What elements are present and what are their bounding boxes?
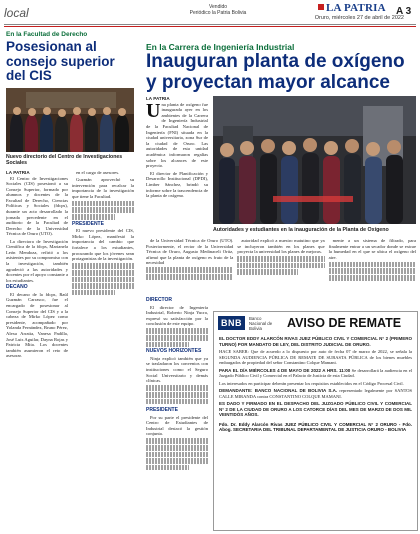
text-line — [72, 207, 134, 213]
text-line — [146, 335, 208, 341]
text-line — [146, 465, 189, 471]
bnb-logo: BNB — [218, 316, 245, 330]
main-col-lower-1 — [146, 296, 208, 406]
aviso-p2-bold: PARA EL DÍA MIÉRCOLES 4 DE MAYO DE 2022 A HRS. 11:00 — [219, 367, 351, 373]
text-line — [72, 277, 134, 283]
left-byline: LA PATRIA — [6, 169, 30, 175]
text-line — [72, 283, 134, 289]
text-line — [72, 290, 115, 296]
aviso-p1-bold: EL DOCTOR EDDY ALARCÓN RIVAS JUEZ PÚBLICO CIVIL Y COMERCIAL N° 2 (PRIMERO TURNO) POR MANDATO DE LEY, DEL DISTRITO JUDICIAL DE ORURO. — [219, 336, 412, 347]
left-para-1: El Centro de Investigaciones Sociales (CIS) posesionó a su Consejo Superior, formado por alumnos y docentes de la Facultad de Derecho, Ciencias Políticas y Sociales (fdcps), durante un acto desarrollado la jornada precedente en el auditorio de la Facultad de Derecho de la Universidad Técnica de Oruro (UTO). — [6, 175, 68, 237]
main-col-2-text: autoridad explicó a nuestro matutino que ya se incluyeron también en los planes que proyecta la universidad los planes de mejoras. — [237, 238, 325, 255]
main-photo — [213, 96, 416, 224]
page-number: A 3 — [396, 6, 412, 17]
aviso-footer: Fdo. Dr. Eddy Alarcón Rivas JUEZ PÚBLICO CIVIL Y COMERCIAL N° 2 ORURO - Fdo. Abog. SECRETARIA DEL TRIBUNAL DEPARTAMENTAL DE JUSTICIA ORURO - BOLIVIA — [219, 421, 412, 432]
left-sub-presidente: PRESIDENTE — [72, 220, 104, 227]
text-line — [146, 399, 208, 405]
text-line — [72, 214, 115, 220]
left-col2-text: Guzmán aprovechó su intervención para recalcar la importancia de la investigación que tiene la Facultad. — [72, 177, 134, 199]
text-line — [146, 342, 189, 348]
main-lead-column — [146, 96, 208, 238]
text-line — [146, 458, 208, 464]
main-sub-director: DIRECTOR — [146, 297, 173, 303]
vendor-line: Vendido Periódico la Patria Bolivia — [189, 4, 247, 16]
main-photo-svg — [213, 96, 416, 224]
main-sub-presidente: PRESIDENTE — [146, 407, 178, 413]
left-col-1 — [6, 170, 68, 361]
main-lead: na planta de oxígeno fue inaugurada ayer en los ambientes de la Carrera de Ingeniería Industrial de la Facultad Nacional de Ingeniería (FNI) situada en la ciudad universitaria, zona Sur de la ciudad de Oruro. Las autoridades de esta unidad académica informaron regalías sobre los alcances de este proyecto. — [146, 101, 208, 169]
left-headline: Posesionan al consejo superior del CIS — [6, 39, 115, 83]
main-col-3 — [329, 238, 416, 296]
left-body — [6, 170, 134, 361]
main-col-1 — [146, 238, 233, 296]
main-sub-nuevos: NUEVOS HORIZONTES — [146, 348, 202, 355]
text-line — [329, 262, 416, 268]
aviso-remate — [213, 311, 418, 531]
logo-square-icon — [318, 4, 324, 10]
left-kicker: En la Facultad de Derecho — [6, 31, 88, 38]
bnb-bank-name: Banco Nacional de Bolivia — [249, 315, 273, 331]
text-line — [146, 452, 208, 458]
text-line — [237, 256, 324, 262]
main-director-text: El director de Ingeniería Industrial, Roberto Ninja Yucra, expresó su satisfacción por la conclusión de este equipo. — [146, 304, 208, 327]
aviso-p2: Se desarrollará la audiencia en el Juzgado Público Civil y Comercial en el Palacio de Justicia de esta Ciudad. — [219, 367, 413, 378]
main-body-upper — [146, 238, 416, 296]
aviso-body — [214, 334, 417, 422]
left-sub-decano: DECANO — [6, 284, 28, 291]
masthead-logo — [318, 2, 386, 14]
aviso-p1: HACE SABER: Que de acuerdo a lo dispuesto por auto de fecha 07 de marzo de 2022, se señala la SEGUNDA AUDIENCIA PÚBLICA DE REMATE DE SUBASTA PÚBLICA de los bienes muebles embargados de propiedad del señor Constantino Colque Mamani. — [219, 349, 412, 365]
logo-text: LA PATRIA — [326, 2, 386, 14]
header-rule-accent — [4, 26, 416, 27]
main-col-3-text: mente a un sistema de filtrado, para finalmente entrar a un secador donde se extrae la humedad en el que se ubica el oxígeno del aire. — [328, 238, 416, 260]
aviso-header — [214, 312, 417, 334]
header-rule — [4, 24, 416, 25]
text-line — [146, 385, 208, 391]
main-headline: Inauguran planta de oxígeno y proyectan mayor alcance — [146, 51, 405, 93]
main-nuevos-text: Ninja explicó también que ya se trasladaron los convenios con instituciones como el Seguro Social Universitario y demás clínicas. — [146, 355, 208, 384]
left-photo — [6, 88, 134, 152]
text-line — [146, 445, 208, 451]
section-tag: local — [4, 6, 29, 20]
text-line — [237, 263, 324, 269]
issue-date: Oruro, miércoles 27 de abril de 2022 — [314, 15, 404, 21]
text-line — [329, 268, 416, 274]
text-line — [329, 275, 416, 281]
main-lead-2: El director de Planificación y Desarrollo Institucional (DPDI), Limber Sánchez, brindó su informe sobre la trascendencia de la planta de oxígeno. — [146, 170, 208, 199]
text-line — [146, 392, 208, 398]
main-byline: LA PATRIA — [146, 96, 170, 101]
main-presidente-text: Por su parte el presidente del Centro de Estudiantes de Industrial destacó la gestión conjunta. — [146, 414, 208, 437]
aviso-p4-bold: DEMANDANTE: BANCO NACIONAL DE BOLIVIA S.A. — [219, 388, 338, 393]
text-line — [146, 267, 233, 273]
left-presidente-text: El nuevo presidente del CIS, Mirko López, manifestó la importancia del cambio que fortalece a los estudiantes, procurando que los jóvenes sean protagonistas de la investigación. — [72, 228, 134, 262]
left-article — [6, 30, 134, 530]
left-decano-text: El decano de la fdcps, Raúl Guzmán Carrasco, fue el encargado de posesionar al Consejo Superior del CIS y a la cabeza de Mirko López como presidente, acompañado por Yolanda Fernández, Bruno Pérez, Alexa Arratia, Vanesa Padilla, José Luis Aguilar, Dayna Rojas y Patricia Mita. Los docentes también asumieron el reto de asesorar. — [6, 291, 68, 359]
main-col-2 — [237, 238, 324, 296]
main-kicker: En la Carrera de Ingeniería Industrial — [146, 42, 295, 52]
main-col-lower-2 — [146, 406, 208, 530]
drop-cap: U — [146, 99, 161, 122]
left-col2-intro: en el cargo de asesores. — [76, 169, 120, 175]
main-photo-caption: Autoridades y estudiantes en la inauguración de la Planta de Oxígeno — [213, 227, 389, 233]
aviso-title: AVISO DE REMATE — [287, 316, 402, 330]
text-line — [146, 328, 208, 334]
left-para-2: La directora de Investigación Científica de la fdcps, Marianela León Mendoza, refirió a los asistentes por su compromiso con la investigación, también agradeció a las autoridades y docentes por el apoyo constante a los estudiantes. — [6, 238, 69, 283]
text-line — [72, 263, 134, 269]
main-col-1-text: de la Universidad Técnica de Oruro (UTO). Posteriormente, el rector de la Universidad Técnica de Oruro, Augusto Medinaceli Ortiz, afirmó que la planta de oxígeno es fruto de la necesidad — [146, 238, 234, 266]
left-col-2 — [72, 170, 134, 361]
aviso-p4: representado legalmente por SANTOS CALLE MIRANDA contra CONSTANTINO COLQUE MAMANI. — [219, 388, 412, 399]
text-line — [146, 438, 208, 444]
text-line — [72, 270, 134, 276]
text-line — [146, 274, 233, 280]
text-line — [72, 201, 134, 207]
left-photo-caption: Nuevo directorio del Centro de Investigaciones Sociales — [6, 153, 123, 166]
aviso-p3: Los interesados en participar deberán presentar los requisitos establecidos en el Código Procesal Civil. — [219, 380, 404, 386]
aviso-p5: ES DADO Y FIRMADO EN EL DESPACHO DEL JUZGADO PÚBLICO CIVIL Y COMERCIAL N° 2 DE LA CIUDAD DE ORURO A LOS CATORCE DÍAS DEL MES DE MARZO DE DOS MIL VEINTIDÓS AÑOS. — [219, 401, 412, 417]
text-line — [237, 269, 298, 275]
